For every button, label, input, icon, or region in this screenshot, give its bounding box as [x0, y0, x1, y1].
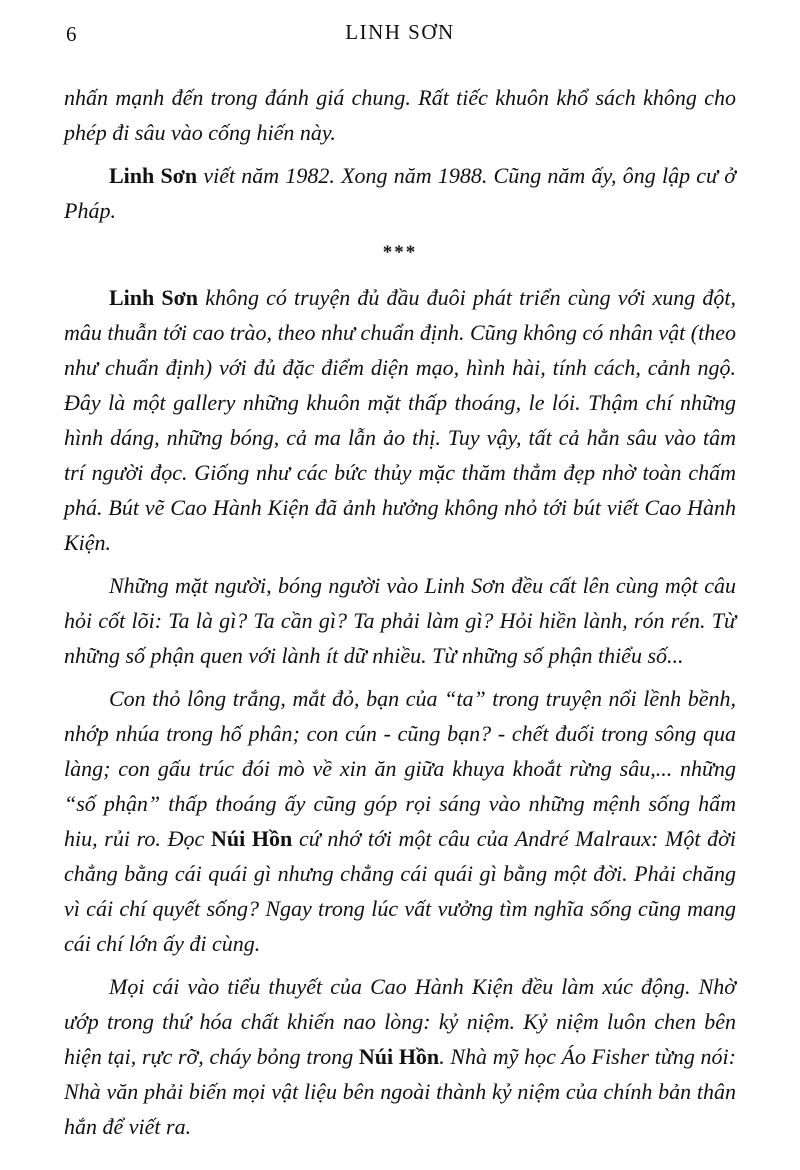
page-number: 6: [66, 22, 77, 46]
paragraph-faces: [64, 568, 736, 673]
paragraph-continuation: [64, 80, 736, 150]
paragraph-text: . Nhà mỹ học Áo Fisher từng nói: Nhà văn phải biến mọi vật liệu bên ngoài thành kỷ niệm của chính bản thân hắn để viết ra.: [64, 1044, 736, 1139]
paragraph-memories: [64, 969, 736, 1144]
paragraph-text: Những mặt người, bóng người vào Linh Sơn đều cất lên cùng một câu hỏi cốt lõi: Ta là gì? Ta cần gì? Ta phải làm gì? Hỏi hiền lành, rón rén. Từ những số phận quen với lành ít dữ nhiều. Từ những số phận thiểu số...: [64, 573, 736, 668]
book-title-bold: Núi Hồn: [210, 826, 293, 851]
section-separator: ***: [382, 242, 418, 263]
paragraph-text: viết năm 1982. Xong năm 1988. Cũng năm ấy, ông lập cư ở Pháp.: [64, 163, 736, 223]
paragraph-text: nhấn mạnh đến trong đánh giá chung. Rất tiếc khuôn khổ sách không cho phép đi sâu vào cống hiến này.: [64, 85, 736, 145]
paragraph-text: Mọi cái vào tiểu thuyết của Cao Hành Kiện đều làm xúc động. Nhờ ướp trong thứ hóa chất khiến nao lòng: kỷ niệm. Kỷ niệm luôn chen bên hiện tại, rực rỡ, cháy bỏng trong: [64, 974, 736, 1069]
page-header: [64, 20, 736, 50]
paragraph-text: không có truyện đủ đầu đuôi phát triển cùng với xung đột, mâu thuẫn tới cao trào, theo như chuẩn định. Cũng không có nhân vật (theo như chuẩn định) với đủ đặc điểm diện mạo, hình hài, tính cách, cảnh ngộ. Đây là một gallery những khuôn mặt thấp thoáng, le lói. Thậm chí những hình dáng, những bóng, cả ma lẫn ảo thị. Tuy vậy, tất cả hằn sâu vào tâm trí người đọc. Giống như các bức thủy mặc thăm thẳm đẹp nhờ toàn chấm phá. Bút vẽ Cao Hành Kiện đã ảnh hưởng không nhỏ tới bút viết Cao Hành Kiện.: [64, 285, 736, 555]
paragraph-linh-son-dates: [64, 158, 736, 228]
running-title: LINH SƠN: [345, 20, 455, 44]
book-title-bold: Linh Sơn: [109, 163, 198, 188]
paragraph-text: cứ nhớ tới một câu của André Malraux: Một đời chẳng bằng cái quái gì nhưng chẳng cái quái gì bằng một đời. Phải chăng vì cái chí quyết sống? Ngay trong lúc vất vưởng tìm nghĩa sống cũng mang cái chí lớn ấy đi cùng.: [64, 826, 736, 956]
paragraph-structure: [64, 280, 736, 560]
paragraph-text: Con thỏ lông trắng, mắt đỏ, bạn của “ta” trong truyện nổi lềnh bềnh, nhớp nhúa trong hố phân; con cún - cũng bạn? - chết đuối trong sông qua làng; con gấu trúc đói mò về xin ăn giữa khuya khoắt rừng sâu,... những “số phận” thấp thoáng ấy cũng góp rọi sáng vào những mệnh sống hẩm hiu, rủi ro. Đọc: [64, 686, 736, 851]
book-title-bold: Núi Hồn: [358, 1044, 440, 1069]
book-title-bold: Linh Sơn: [109, 285, 199, 310]
paragraph-animals: [64, 681, 736, 961]
page-body: [64, 80, 736, 1144]
